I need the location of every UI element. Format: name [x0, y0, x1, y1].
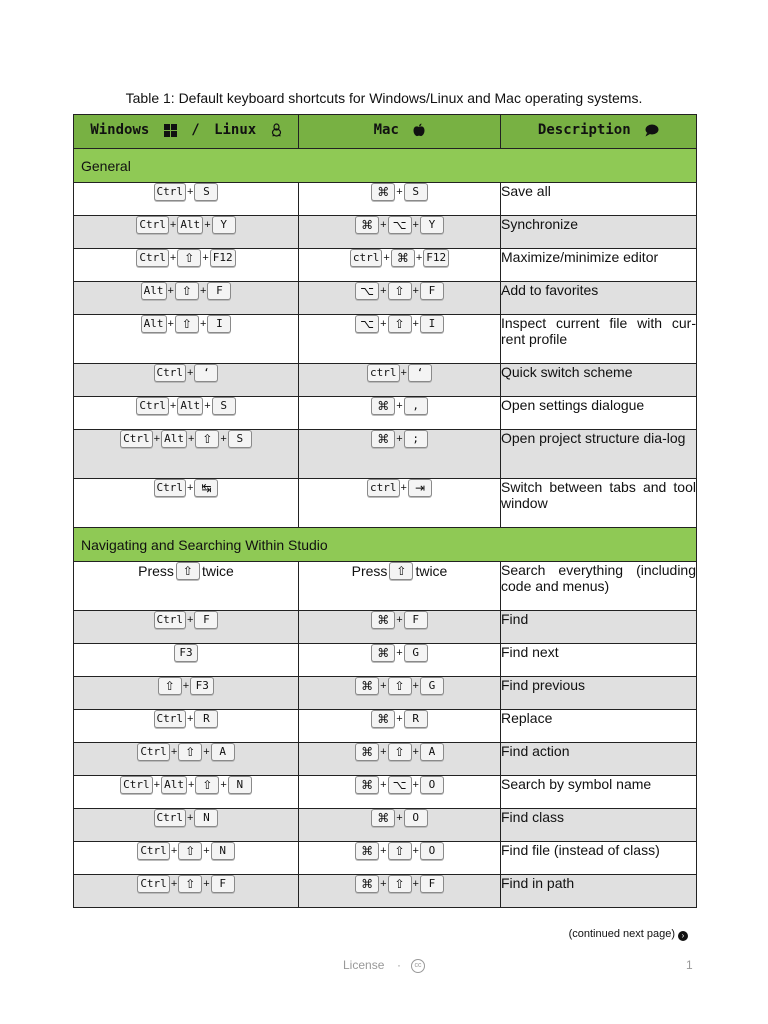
key-cap: Y [212, 216, 236, 234]
key-symbol-icon: ⇧ [175, 315, 199, 333]
key-cap: N [228, 776, 252, 794]
plus-sign: + [220, 779, 227, 792]
windows-shortcut [74, 611, 299, 644]
page-number: 1 [686, 958, 693, 972]
key-symbol-icon: ⌘ [391, 249, 415, 267]
plus-sign: + [167, 285, 174, 298]
key-symbol-icon: ⌘ [355, 677, 379, 695]
mac-shortcut [299, 562, 501, 611]
key-symbol-icon: ⌘ [371, 430, 395, 448]
key-symbol-icon: ⇧ [388, 282, 412, 300]
plus-sign: + [396, 400, 403, 413]
plus-sign: + [199, 318, 207, 331]
plus-sign: + [187, 614, 194, 627]
key-symbol-icon: ⌥ [355, 315, 379, 333]
windows-shortcut [74, 743, 299, 776]
windows-shortcut [74, 364, 299, 397]
plus-sign: + [187, 779, 195, 792]
plus-sign: + [412, 219, 419, 232]
key-symbol-icon: ⇧ [177, 249, 201, 267]
key-symbol-icon: ⌥ [388, 776, 412, 794]
windows-shortcut [74, 842, 299, 875]
windows-shortcut [74, 183, 299, 216]
key-cap: ; [404, 430, 428, 448]
key-symbol-icon: ⇧ [388, 677, 412, 695]
windows-shortcut [74, 562, 299, 611]
section-row [74, 149, 697, 183]
header-description-label: Description [537, 122, 631, 138]
key-cap: R [404, 710, 428, 728]
key-cap: Ctrl [136, 397, 169, 415]
plus-sign: + [396, 433, 403, 446]
table-row [74, 875, 697, 908]
mac-shortcut [299, 364, 501, 397]
key-symbol-icon: ⌘ [371, 644, 395, 662]
key-cap: F [404, 611, 428, 629]
plus-sign: + [203, 746, 210, 759]
shortcut-description: Save all [501, 183, 697, 216]
key-symbol-icon: ⇧ [178, 875, 202, 893]
shortcut-text: Press [351, 563, 388, 580]
mac-shortcut [299, 315, 501, 364]
plus-sign: + [169, 252, 177, 265]
key-symbol-icon: ⇧ [388, 743, 412, 761]
mac-shortcut [299, 743, 501, 776]
table-row [74, 364, 697, 397]
key-symbol-icon: ⇧ [175, 282, 199, 300]
table-row [74, 809, 697, 842]
key-cap: O [420, 842, 444, 860]
section-title: General [74, 149, 697, 183]
key-symbol-icon: ⇧ [388, 875, 412, 893]
windows-shortcut [74, 430, 299, 479]
key-cap: R [194, 710, 218, 728]
plus-sign: + [153, 433, 161, 446]
key-symbol-icon: ⌘ [371, 183, 395, 201]
header-row [74, 115, 697, 149]
key-symbol-icon: ⌘ [371, 611, 395, 629]
key-symbol-icon: ⇧ [178, 743, 202, 761]
key-cap: Ctrl [154, 479, 187, 497]
key-cap: I [207, 315, 231, 333]
plus-sign: + [380, 779, 387, 792]
shortcut-description: Find next [501, 644, 697, 677]
key-cap: Ctrl [137, 743, 170, 761]
plus-sign: + [202, 252, 209, 265]
key-symbol-icon: ⌘ [371, 710, 395, 728]
windows-shortcut [74, 397, 299, 430]
windows-shortcut [74, 710, 299, 743]
windows-shortcut [74, 315, 299, 364]
plus-sign: + [380, 318, 387, 331]
mac-shortcut [299, 479, 501, 528]
key-cap: N [194, 809, 218, 827]
license-link[interactable]: License [343, 958, 385, 972]
plus-sign: + [153, 779, 161, 792]
key-cap: Alt [161, 776, 187, 794]
key-cap: Ctrl [136, 216, 169, 234]
mac-shortcut [299, 809, 501, 842]
shortcut-description: Switch between tabs and tool window [501, 479, 697, 528]
shortcut-description: Find file (instead of class) [501, 842, 697, 875]
key-cap: F12 [210, 249, 236, 267]
shortcut-description: Quick switch scheme [501, 364, 697, 397]
plus-sign: + [182, 680, 190, 693]
key-symbol-icon: ⌘ [371, 809, 395, 827]
key-symbol-icon: ⇧ [388, 315, 412, 333]
key-cap: G [420, 677, 444, 695]
plus-sign: + [412, 878, 419, 891]
plus-sign: + [383, 252, 390, 265]
key-cap: Alt [177, 397, 203, 415]
plus-sign: + [396, 713, 403, 726]
key-cap: Ctrl [154, 710, 187, 728]
shortcut-description: Open project structure dia-log [501, 430, 697, 479]
plus-sign: + [167, 318, 174, 331]
windows-shortcut [74, 479, 299, 528]
mac-shortcut [299, 430, 501, 479]
header-mac [299, 115, 501, 149]
plus-sign: + [396, 812, 403, 825]
key-cap: F [207, 282, 231, 300]
key-cap: S [194, 183, 218, 201]
key-cap: ‘ [408, 364, 432, 382]
key-cap: F [420, 282, 444, 300]
key-symbol-icon: ⌘ [355, 743, 379, 761]
key-cap: Ctrl [137, 875, 170, 893]
plus-sign: + [380, 845, 387, 858]
key-cap: S [212, 397, 236, 415]
plus-sign: + [412, 318, 419, 331]
mac-shortcut [299, 249, 501, 282]
mac-shortcut [299, 875, 501, 908]
table-row [74, 430, 697, 479]
mac-shortcut [299, 282, 501, 315]
shortcut-description: Synchronize [501, 216, 697, 249]
table-row [74, 611, 697, 644]
plus-sign: + [199, 285, 207, 298]
key-cap: Ctrl [120, 430, 153, 448]
key-cap: Ctrl [154, 611, 187, 629]
key-cap: A [211, 743, 235, 761]
mac-shortcut [299, 776, 501, 809]
plus-sign: + [169, 400, 177, 413]
table-row [74, 397, 697, 430]
footer-separator: · [397, 958, 401, 972]
key-symbol-icon: ⇧ [178, 842, 202, 860]
key-cap: ctrl [367, 479, 400, 497]
shortcut-text: twice [201, 563, 234, 580]
key-cap: F3 [174, 644, 198, 662]
windows-shortcut [74, 875, 299, 908]
header-windows-label: Windows [90, 122, 150, 138]
mac-shortcut [299, 710, 501, 743]
header-separator: / [191, 122, 200, 138]
shortcut-description: Search everything (including code and menus) [501, 562, 697, 611]
plus-sign: + [412, 285, 419, 298]
windows-shortcut [74, 809, 299, 842]
shortcut-description: Inspect current file with cur-rent profile [501, 315, 697, 364]
plus-sign: + [412, 779, 419, 792]
key-cap: A [420, 743, 444, 761]
section-title: Navigating and Searching Within Studio [74, 528, 697, 562]
key-symbol-icon: ⌘ [371, 397, 395, 415]
plus-sign: + [380, 219, 387, 232]
key-symbol-icon: ⇧ [176, 562, 200, 580]
header-windows-linux [74, 115, 299, 149]
table-caption: Table 1: Default keyboard shortcuts for Windows/Linux and Mac operating systems. [125, 90, 643, 106]
plus-sign: + [380, 285, 387, 298]
plus-sign: + [187, 812, 194, 825]
shortcut-description: Search by symbol name [501, 776, 697, 809]
mac-shortcut [299, 216, 501, 249]
plus-sign: + [204, 219, 211, 232]
speech-bubble-icon [645, 124, 659, 141]
creative-commons-icon: cc [411, 959, 425, 973]
key-cap: F3 [190, 677, 214, 695]
key-symbol-icon: ⌥ [355, 282, 379, 300]
shortcut-description: Find previous [501, 677, 697, 710]
key-cap: Alt [177, 216, 203, 234]
key-cap: Alt [161, 430, 187, 448]
key-cap: F [194, 611, 218, 629]
table-row [74, 776, 697, 809]
key-cap: ctrl [350, 249, 383, 267]
plus-sign: + [220, 433, 227, 446]
plus-sign: + [170, 878, 178, 891]
mac-shortcut [299, 677, 501, 710]
plus-sign: + [380, 878, 387, 891]
key-cap: Y [420, 216, 444, 234]
key-cap: ‘ [194, 364, 218, 382]
plus-sign: + [187, 713, 194, 726]
mac-shortcut [299, 611, 501, 644]
linux-penguin-icon [271, 123, 282, 141]
header-mac-label: Mac [373, 122, 399, 138]
key-symbol-icon: ⇧ [388, 842, 412, 860]
plus-sign: + [380, 746, 387, 759]
key-symbol-icon: ⇧ [158, 677, 182, 695]
table-row [74, 743, 697, 776]
key-cap: Ctrl [154, 364, 187, 382]
header-linux-label: Linux [214, 122, 257, 138]
key-cap: Ctrl [120, 776, 153, 794]
next-page-arrow-icon: › [678, 931, 688, 941]
plus-sign: + [187, 367, 194, 380]
key-cap: Alt [141, 282, 167, 300]
table-row [74, 282, 697, 315]
key-cap: Ctrl [137, 842, 170, 860]
key-cap: Ctrl [154, 809, 187, 827]
key-cap: F [420, 875, 444, 893]
windows-shortcut [74, 282, 299, 315]
table-row [74, 183, 697, 216]
plus-sign: + [415, 252, 423, 265]
key-cap: , [404, 397, 428, 415]
key-cap: Ctrl [136, 249, 169, 267]
key-cap: ctrl [367, 364, 400, 382]
key-cap: G [404, 644, 428, 662]
shortcut-text: twice [415, 563, 448, 580]
key-cap: S [404, 183, 428, 201]
plus-sign: + [396, 647, 403, 660]
key-symbol-icon: ⇥ [408, 479, 432, 497]
windows-shortcut [74, 677, 299, 710]
key-cap: Alt [141, 315, 167, 333]
plus-sign: + [396, 186, 403, 199]
key-cap: O [404, 809, 428, 827]
key-cap: F [211, 875, 235, 893]
apple-icon [413, 123, 425, 141]
table-row [74, 842, 697, 875]
plus-sign: + [169, 219, 177, 232]
key-symbol-icon: ⌘ [355, 776, 379, 794]
plus-sign: + [187, 186, 194, 199]
plus-sign: + [412, 680, 419, 693]
table-row [74, 249, 697, 282]
key-cap: I [420, 315, 444, 333]
key-symbol-icon: ⌘ [355, 875, 379, 893]
key-symbol-icon: ⌥ [388, 216, 412, 234]
shortcut-description: Open settings dialogue [501, 397, 697, 430]
plus-sign: + [412, 845, 419, 858]
plus-sign: + [187, 433, 195, 446]
shortcut-description: Add to favorites [501, 282, 697, 315]
plus-sign: + [170, 746, 178, 759]
shortcut-description: Find class [501, 809, 697, 842]
mac-shortcut [299, 842, 501, 875]
section-row [74, 528, 697, 562]
windows-shortcut [74, 249, 299, 282]
table-row [74, 315, 697, 364]
key-symbol-icon: ⌘ [355, 216, 379, 234]
table-row [74, 216, 697, 249]
plus-sign: + [187, 482, 194, 495]
plus-sign: + [380, 680, 387, 693]
windows-icon [164, 124, 177, 141]
plus-sign: + [412, 746, 419, 759]
windows-shortcut [74, 216, 299, 249]
shortcut-description: Find in path [501, 875, 697, 908]
plus-sign: + [396, 614, 403, 627]
plus-sign: + [204, 400, 211, 413]
mac-shortcut [299, 397, 501, 430]
key-cap: F12 [423, 249, 449, 267]
continued-note [569, 928, 688, 941]
key-symbol-icon: ⇧ [195, 776, 219, 794]
continued-text: (continued next page) [568, 928, 675, 940]
shortcut-text: Press [138, 563, 174, 580]
key-symbol-icon: ⌘ [355, 842, 379, 860]
header-description [501, 115, 697, 149]
plus-sign: + [203, 845, 210, 858]
plus-sign: + [400, 367, 407, 380]
key-cap: Ctrl [154, 183, 187, 201]
mac-shortcut [299, 183, 501, 216]
table-row [74, 644, 697, 677]
key-symbol-icon: ⇧ [389, 562, 413, 580]
plus-sign: + [400, 482, 407, 495]
key-cap: S [228, 430, 252, 448]
table-row [74, 710, 697, 743]
windows-shortcut [74, 644, 299, 677]
table-row [74, 677, 697, 710]
plus-sign: + [203, 878, 210, 891]
plus-sign: + [170, 845, 178, 858]
table-row [74, 479, 697, 528]
shortcut-description: Find [501, 611, 697, 644]
table-row [74, 562, 697, 611]
shortcut-description: Maximize/minimize editor [501, 249, 697, 282]
shortcut-description: Replace [501, 710, 697, 743]
shortcut-description: Find action [501, 743, 697, 776]
mac-shortcut [299, 644, 501, 677]
key-cap: O [420, 776, 444, 794]
shortcuts-table [73, 114, 697, 908]
key-cap: N [211, 842, 235, 860]
key-symbol-icon: ⇧ [195, 430, 219, 448]
windows-shortcut [74, 776, 299, 809]
key-symbol-icon: ↹ [194, 479, 218, 497]
